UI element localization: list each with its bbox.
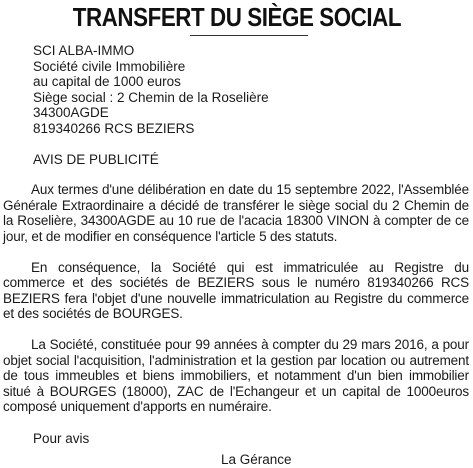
company-capital: au capital de 1000 euros bbox=[33, 74, 181, 90]
registration-number: 819340266 RCS BEZIERS bbox=[33, 120, 195, 136]
title-underline bbox=[190, 35, 308, 36]
notice-heading: AVIS DE PUBLICITÉ bbox=[33, 151, 159, 167]
notice-title: TRANSFERT DU SIÈGE SOCIAL bbox=[72, 2, 401, 32]
closing-text: Pour avis bbox=[33, 430, 90, 446]
company-name: SCI ALBA-IMMO bbox=[33, 43, 135, 58]
title-container bbox=[0, 2, 473, 32]
paragraph-company-object: La Société, constituée pour 99 années à compter du 29 mars 2016, a pour objet social l'acquisition, l'administration et la gestion par location ou autrement de tous immeubles et biens immobiliers, et notamment d'un bien immobilier situé à BOURGES (18000), ZAC de l'Echangeur et un capital de 1000euros composé uniquement d'apports en numéraire. bbox=[3, 336, 469, 415]
notice-body bbox=[3, 43, 469, 468]
signature-text: La Gérance bbox=[221, 452, 292, 468]
company-type: Société civile Immobilière bbox=[33, 58, 186, 74]
registered-office: Siège social : 2 Chemin de la Roselière bbox=[33, 89, 269, 105]
paragraph-transfer-decision: Aux termes d'une délibération en date du 15 septembre 2022, l'Assemblée Générale Extraordinaire a décidé de transférer le siège social du 2 Chemin de la Roselière, 34300AGDE au 10 rue de l'acacia 18300 VINON à compter de ce jour, et de modifier en conséquence l'article 5 des statuts. bbox=[3, 182, 469, 244]
paragraph-registration: En conséquence, la Société qui est immatriculée au Registre du commerce et des sociétés de BEZIERS sous le numéro 819340266 RCS BEZIERS fera l'objet d'une nouvelle immatriculation au Registre du commerce et des sociétés de BOURGES. bbox=[3, 259, 469, 322]
registered-city: 34300AGDE bbox=[33, 105, 109, 121]
company-address-block bbox=[33, 43, 469, 137]
